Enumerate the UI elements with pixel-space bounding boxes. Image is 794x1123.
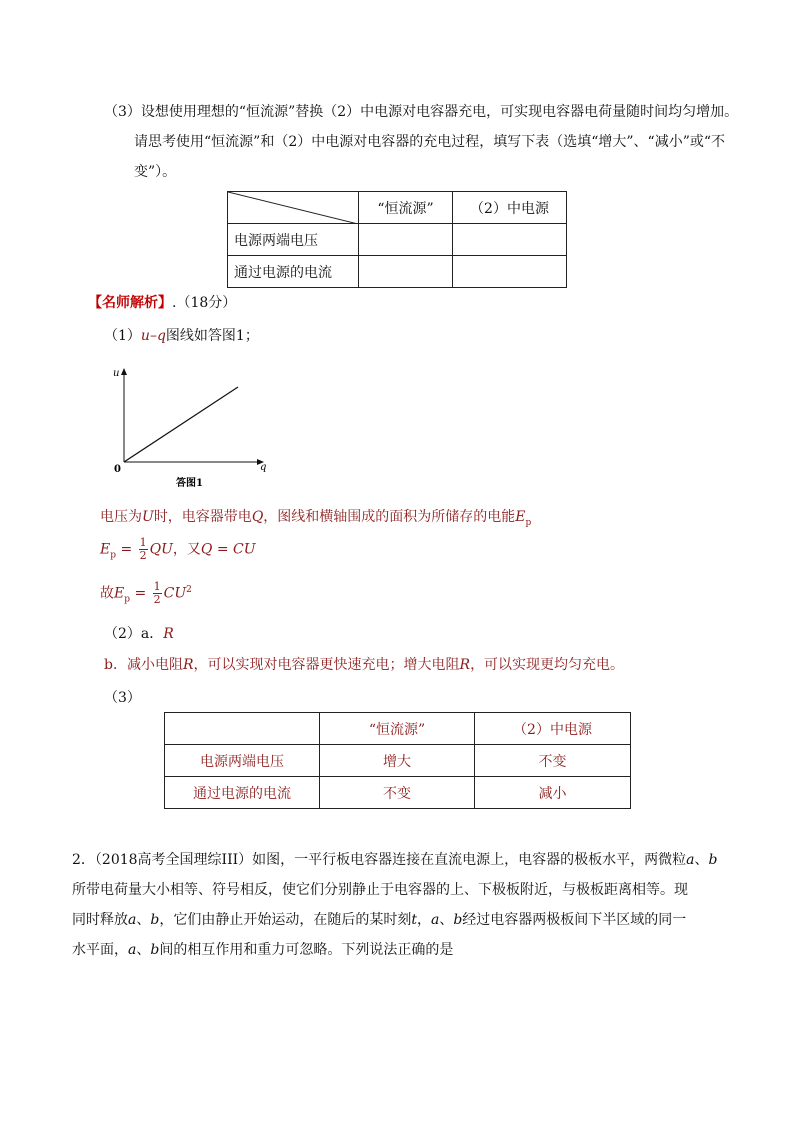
energy-description <box>100 507 531 533</box>
q2-l4-s1: 、 <box>136 942 151 958</box>
diagonal-header-cell <box>228 192 359 224</box>
origin-label: 0 <box>114 464 121 475</box>
q2-l1-sep: 、 <box>694 852 709 868</box>
analysis-part-3: （3） <box>104 690 141 706</box>
answer-row-label-voltage: 电源两端电压 <box>165 745 320 777</box>
q2-line-2: 所带电荷量大小相等、符号相反，使它们分别静止于电容器的上、下极板附近，与极板距离相等。现 <box>72 882 688 898</box>
q2-l1-a: a <box>686 852 695 868</box>
answer-current-source-2: 减小 <box>475 777 631 809</box>
cell-current-source-2[interactable] <box>453 256 567 288</box>
eq1-equals: = <box>116 541 137 558</box>
eq1-mid: ，又 <box>172 541 201 558</box>
eq1-p: p <box>110 550 116 561</box>
analysis-part-2b <box>104 655 624 675</box>
q3-line-3: 变”）。 <box>134 164 177 180</box>
q2-l3-c: 经过电容器两极板间下半区域的同一 <box>462 912 687 928</box>
q3-line-2: 请思考使用“恒流源”和（2）中电源对电容器的充电过程，填写下表（选填“增大”、“减小”或“不 <box>134 134 726 150</box>
desc-b: 时，电容器带电 <box>153 509 252 525</box>
eq2-fraction <box>153 581 162 606</box>
q2-l3-v2: b <box>150 912 160 928</box>
q3-line-1: （3）设想使用理想的“恒流源”替换（2）中电源对电容器充电，可实现电容器电荷量随时间均匀增加。 <box>104 104 739 120</box>
eq2-rhs: CU <box>163 585 187 602</box>
answer-header-source-2: （2）中电源 <box>475 713 631 745</box>
p2b-c: ，可以实现更均匀充电。 <box>470 657 625 673</box>
q2-l4-v1: a <box>128 942 137 958</box>
p2b-a: b．减小电阻 <box>104 657 183 673</box>
answer-table <box>164 712 631 809</box>
desc-Q: Q <box>251 509 264 525</box>
row-label-current: 通过电源的电流 <box>228 256 359 288</box>
eq2-frac-num: 1 <box>153 580 161 594</box>
q2-l3-v3: a <box>430 912 440 928</box>
analysis-tag: 【名师解析】 <box>88 295 172 311</box>
answer-corner-cell <box>165 713 320 745</box>
desc-U: U <box>142 509 154 525</box>
q2-l4-b: 间的相互作用和重力可忽略。下列说法正确的是 <box>159 942 454 958</box>
answer-graph-1 <box>108 362 278 494</box>
answer-current-constant: 不变 <box>320 777 475 809</box>
eq1-E: E <box>100 541 111 558</box>
header-constant-current: “恒流源” <box>359 192 453 224</box>
desc-a: 电压为 <box>100 509 142 525</box>
p2b-R2: R <box>459 657 471 673</box>
eq1-q-relation: Q = CU <box>200 541 256 558</box>
cell-voltage-constant[interactable] <box>359 224 453 256</box>
q2-l3-s1: 、 <box>136 912 151 928</box>
desc-E: E <box>515 509 526 525</box>
eq2-equals: = <box>130 585 151 602</box>
eq1-frac-den: 2 <box>139 549 147 562</box>
graph-caption: 答图1 <box>176 478 203 489</box>
q2-l3-a: 同时释放 <box>72 912 128 928</box>
y-axis-label: u <box>113 368 120 379</box>
eq2-frac-den: 2 <box>153 593 161 607</box>
cell-current-constant[interactable] <box>359 256 453 288</box>
blank-answer-table <box>227 191 567 288</box>
equation-1 <box>100 537 256 565</box>
q2-l1-text: 2．（2018高考全国理综III）如图，一平行板电容器连接在直流电源上，电容器的极板水平，两微粒 <box>72 852 687 868</box>
answer-row-label-current: 通过电源的电流 <box>165 777 320 809</box>
x-axis-label: q <box>260 462 267 473</box>
q2-l3-v1: a <box>128 912 137 928</box>
desc-p: p <box>525 517 532 528</box>
q2-l3-t: t <box>411 912 417 928</box>
eq1-rhs: QU <box>149 541 173 558</box>
q2-line-1 <box>72 850 717 870</box>
desc-c: ，图线和横轴围成的面积为所储存的电能 <box>263 509 516 525</box>
q2-l4-a: 水平面， <box>72 942 128 958</box>
header-source-2: （2）中电源 <box>453 192 567 224</box>
diagonal-line <box>228 192 358 224</box>
q2-l4-v2: b <box>150 942 160 958</box>
eq2-p: p <box>124 594 130 605</box>
q2-l3-v4: b <box>453 912 463 928</box>
q2-l1-b: b <box>708 852 718 868</box>
p2b-R1: R <box>182 657 194 673</box>
analysis-part-1 <box>104 326 259 346</box>
q2-l3-s3: 、 <box>439 912 454 928</box>
q2-l3-b: ，它们由静止开始运动，在随后的某时刻 <box>159 912 412 928</box>
p1-variable: u–q <box>140 328 166 344</box>
answer-voltage-constant: 增大 <box>320 745 475 777</box>
y-axis-arrow <box>121 368 127 375</box>
analysis-part-2a <box>104 624 174 644</box>
eq2-prefix: 故 <box>100 585 114 602</box>
q2-line-3 <box>72 910 686 930</box>
eq1-frac-num: 1 <box>139 536 147 549</box>
eq2-E: E <box>114 585 125 602</box>
row-label-voltage: 电源两端电压 <box>228 224 359 256</box>
eq1-fraction <box>139 537 148 562</box>
cell-voltage-source-2[interactable] <box>453 224 567 256</box>
eq2-sup: 2 <box>186 585 192 595</box>
p1-prefix: （1） <box>104 328 141 344</box>
analysis-header <box>88 293 236 313</box>
u-q-line <box>124 387 238 462</box>
p1-suffix: 图线如答图1； <box>165 328 259 344</box>
analysis-score: .（18分） <box>172 295 237 311</box>
p2a-prefix: （2）a． <box>104 626 164 642</box>
p2b-b: ，可以实现对电容器更快速充电；增大电阻 <box>193 657 460 673</box>
answer-voltage-source-2: 不变 <box>475 745 631 777</box>
q2-line-4 <box>72 940 453 960</box>
q2-l3-s2: ， <box>416 912 431 928</box>
p2a-R: R <box>163 626 174 642</box>
equation-2 <box>100 580 192 609</box>
answer-header-constant: “恒流源” <box>320 713 475 745</box>
